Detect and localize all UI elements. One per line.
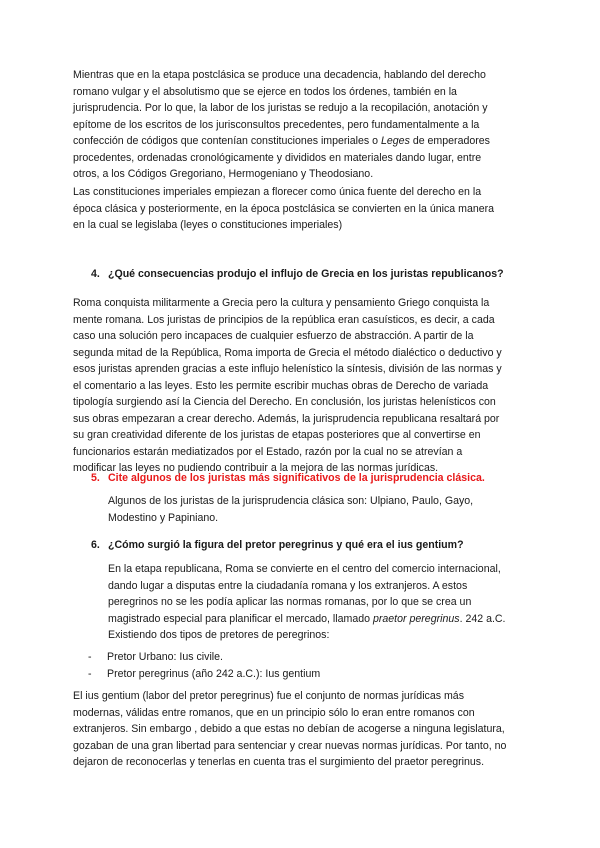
- list-item-text: Pretor peregrinus (año 242 a.C.): Ius gentium: [107, 667, 321, 680]
- paragraph-pretor-peregrinus: [108, 561, 528, 644]
- list-item: [88, 649, 508, 666]
- text-line: dando lugar a disputas entre la ciudadanía romana y los extranjeros. A estos: [108, 579, 468, 592]
- heading-number: 6.: [91, 539, 100, 551]
- text-segment: confección de códigos que contenían constituciones imperiales o: [73, 135, 381, 147]
- text-line: romano vulgar y el absolutismo que se ejerce en todos los órdenes, también en la: [73, 85, 457, 98]
- text-line: funcionarios estarán mediatizados por el Estado, razón por la cual no se atrevían a: [73, 445, 463, 458]
- text-line: su gran creatividad diferente de los juristas de etapas posteriores que al convertirse en: [73, 429, 481, 441]
- text-line: sus obras empezaran a crear derecho. Además, la jurisprudencia republicana resaltará por: [73, 412, 500, 425]
- text-line: El ius gentium (labor del pretor peregrinus) fue el conjunto de normas jurídicas más: [73, 690, 464, 702]
- text-line: mente romana. Los juristas de principios de la república eran casuísticos, es decir, a cada: [73, 313, 495, 326]
- heading-text: Cite algunos de los juristas más significativos de la jurisprudencia clásica.: [108, 472, 485, 484]
- heading-number: 4.: [91, 268, 100, 280]
- text-line: extranjeros. Sin embargo , debido a que estas no debían de acogerse a ninguna legislatura,: [73, 723, 505, 735]
- list-item: [88, 666, 508, 683]
- text-line: Modestino y Papiniano.: [108, 511, 219, 524]
- text-line: otros, a los Códigos Gregoriano, Hermogeniano y Theodosiano.: [73, 168, 374, 180]
- text-line: Mientras que en la etapa postclásica se produce una decadencia, hablando del derecho: [73, 69, 486, 81]
- text-line: caso una solución pero incapaces de cualquier esfuerzo de abstracción. A partir de la: [73, 330, 474, 342]
- list-dash: -: [88, 667, 92, 680]
- text-line: modernas, válidas entre romanos, que en un principio sólo lo eran entre romanos con: [73, 706, 475, 719]
- text-line: En la etapa republicana, Roma se convierte en el centro del comercio internacional,: [108, 563, 501, 575]
- text-line: Existiendo dos tipos de pretores de peregrinos:: [108, 629, 330, 641]
- text-line: gozaban de una gran libertad para sentenciar y crear nuevas normas jurídicas. Por tanto, no: [73, 739, 507, 752]
- italic-term-leges: Leges: [381, 135, 410, 147]
- text-line-leges: [73, 133, 525, 150]
- heading-text: ¿Qué consecuencias produjo el influjo de Grecia en los juristas republicanos?: [108, 268, 504, 280]
- pretores-list: [88, 649, 508, 682]
- text-line: jurisprudencia. Por lo que, la labor de los juristas se redujo a la recopilación, anotación y: [73, 102, 488, 114]
- text-segment: magistrado especial para planificar el mercado, llamado: [108, 612, 373, 625]
- heading-text: ¿Cómo surgió la figura del pretor peregrinus y qué era el ius gentium?: [108, 539, 464, 551]
- text-line-praetor: [108, 611, 528, 628]
- text-line: época clásica y posteriormente, en la época postclásica se convierten en la única manera: [73, 202, 495, 215]
- text-line: segunda mitad de la República, Roma importa de Grecia el método dialéctico o deductivo y: [73, 346, 502, 359]
- paragraph-ius-gentium: [73, 688, 525, 771]
- text-line: tipología surgiendo así la Ciencia del Derecho. En conclusión, los juristas helenísticos con: [73, 396, 496, 408]
- text-line: esos juristas aprenden gracias a este influjo helenístico la síntesis, división de las normas y: [73, 363, 502, 375]
- paragraph-grecia: [73, 295, 525, 477]
- heading-number: 5.: [91, 472, 100, 484]
- text-segment: de emperadores: [409, 135, 490, 147]
- text-line: peregrinos no se les podía aplicar las normas romanas, por lo que se crea un: [108, 596, 472, 608]
- paragraph-constituciones: [73, 184, 525, 234]
- text-line: Algunos de los juristas de la jurisprudencia clásica son: Ulpiano, Paulo, Gayo,: [108, 495, 474, 507]
- text-segment: . 242 a.C.: [459, 612, 506, 625]
- text-line: dejaron de reconocerlas y tenerlas en cuenta tras el surgimiento del praetor peregrinus.: [73, 756, 485, 768]
- text-line: el comentario a las leyes. Esto les permite escribir muchas obras de Derecho de variada: [73, 379, 489, 392]
- list-item-text: Pretor Urbano: Ius civile.: [107, 651, 223, 663]
- text-line: Las constituciones imperiales empiezan a florecer como única fuente del derecho en la: [73, 186, 482, 198]
- text-line: modificar las leyes no pudiendo contribuir a la mejora de las normas jurídicas.: [73, 462, 439, 474]
- text-line: epítome de los escritos de los jurisconsultos precedentes, pero fundamentalmente a la: [73, 118, 480, 131]
- text-line: Roma conquista militarmente a Grecia pero la cultura y pensamiento Griego conquista la: [73, 297, 490, 309]
- paragraph-postclasica: [73, 67, 525, 183]
- paragraph-juristas-clasicos: [108, 493, 528, 526]
- list-dash: -: [88, 651, 92, 663]
- text-line: procedentes, ordenadas cronológicamente y divididos en materiales dando lugar, entre: [73, 151, 482, 164]
- italic-term-praetor-peregrinus: praetor peregrinus: [372, 612, 460, 625]
- text-line: en la cual se legislaba (leyes o constituciones imperiales): [73, 219, 343, 231]
